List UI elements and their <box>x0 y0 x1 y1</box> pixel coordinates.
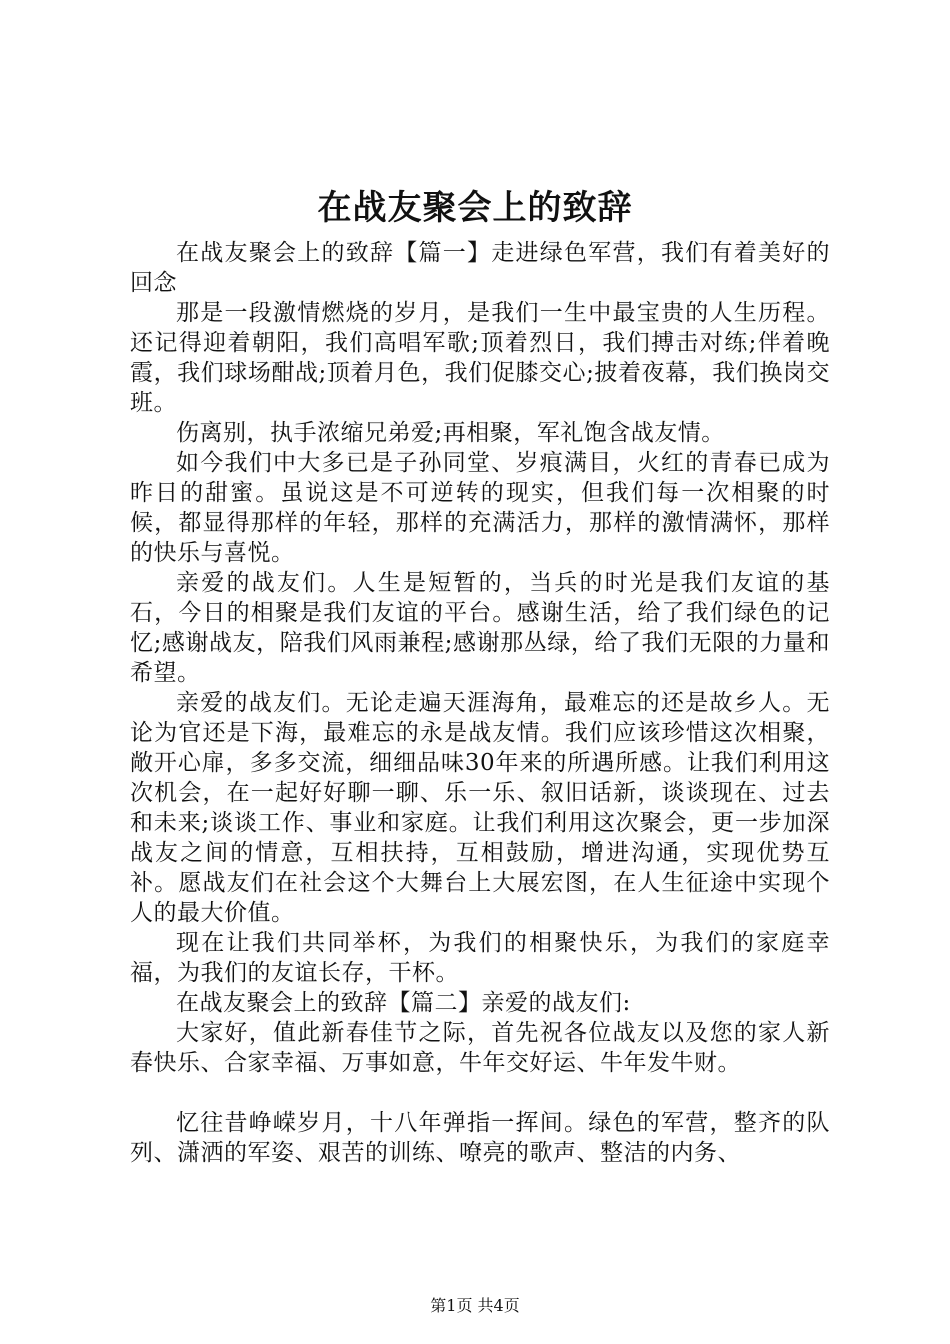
document-body <box>130 238 830 1168</box>
paragraph: 在战友聚会上的致辞【篇一】走进绿色军营，我们有着美好的回念 <box>130 240 830 296</box>
paragraph: 忆往昔峥嵘岁月，十八年弹指一挥间。绿色的军营，整齐的队列、潇洒的军姿、艰苦的训练、嘹亮的歌声、整洁的内务、 <box>130 1110 830 1166</box>
paragraph: 亲爱的战友们。人生是短暂的，当兵的时光是我们友谊的基石，今日的相聚是我们友谊的平台。感谢生活，给了我们绿色的记忆;感谢战友，陪我们风雨兼程;感谢那丛绿，给了我们无限的力量和希望。 <box>130 570 830 686</box>
paragraph: 如今我们中大多已是子孙同堂、岁痕满目，火红的青春已成为昨日的甜蜜。虽说这是不可逆转的现实，但我们每一次相聚的时候，都显得那样的年轻，那样的充满活力，那样的激情满怀，那样的快乐与喜悦。 <box>130 450 830 566</box>
paragraph: 现在让我们共同举杯，为我们的相聚快乐，为我们的家庭幸福，为我们的友谊长存，干杯。 <box>130 930 830 986</box>
document-title: 在战友聚会上的致辞 <box>317 188 633 228</box>
paragraph: 伤离别，执手浓缩兄弟爱;再相聚，军礼饱含战友情。 <box>176 420 725 446</box>
paragraph: 那是一段激情燃烧的岁月，是我们一生中最宝贵的人生历程。还记得迎着朝阳，我们高唱军歌;顶着烈日，我们搏击对练;伴着晚霞，我们球场酣战;顶着月色，我们促膝交心;披着夜幕，我们换岗交班。 <box>130 300 830 416</box>
paragraph: 大家好，值此新春佳节之际，首先祝各位战友以及您的家人新春快乐、合家幸福、万事如意，牛年交好运、牛年发牛财。 <box>130 1020 830 1076</box>
paragraph: 亲爱的战友们。无论走遍天涯海角，最难忘的还是故乡人。无论为官还是下海，最难忘的永是战友情。我们应该珍惜这次相聚，敞开心扉，多多交流，细细品味30年来的所遇所感。让我们利用这次机会，在一起好好聊一聊、乐一乐、叙旧话新，谈谈现在、过去和未来;谈谈工作、事业和家庭。让我们利用这次聚会，更一步加深战友之间的情意，互相扶持，互相鼓励，增进沟通，实现优势互补。愿战友们在社会这个大舞台上大展宏图，在人生征途中实现个人的最大价值。 <box>130 690 830 926</box>
page-footer: 第1页 共4页 <box>430 1296 520 1315</box>
paragraph: 在战友聚会上的致辞【篇二】亲爱的战友们: <box>176 990 631 1016</box>
